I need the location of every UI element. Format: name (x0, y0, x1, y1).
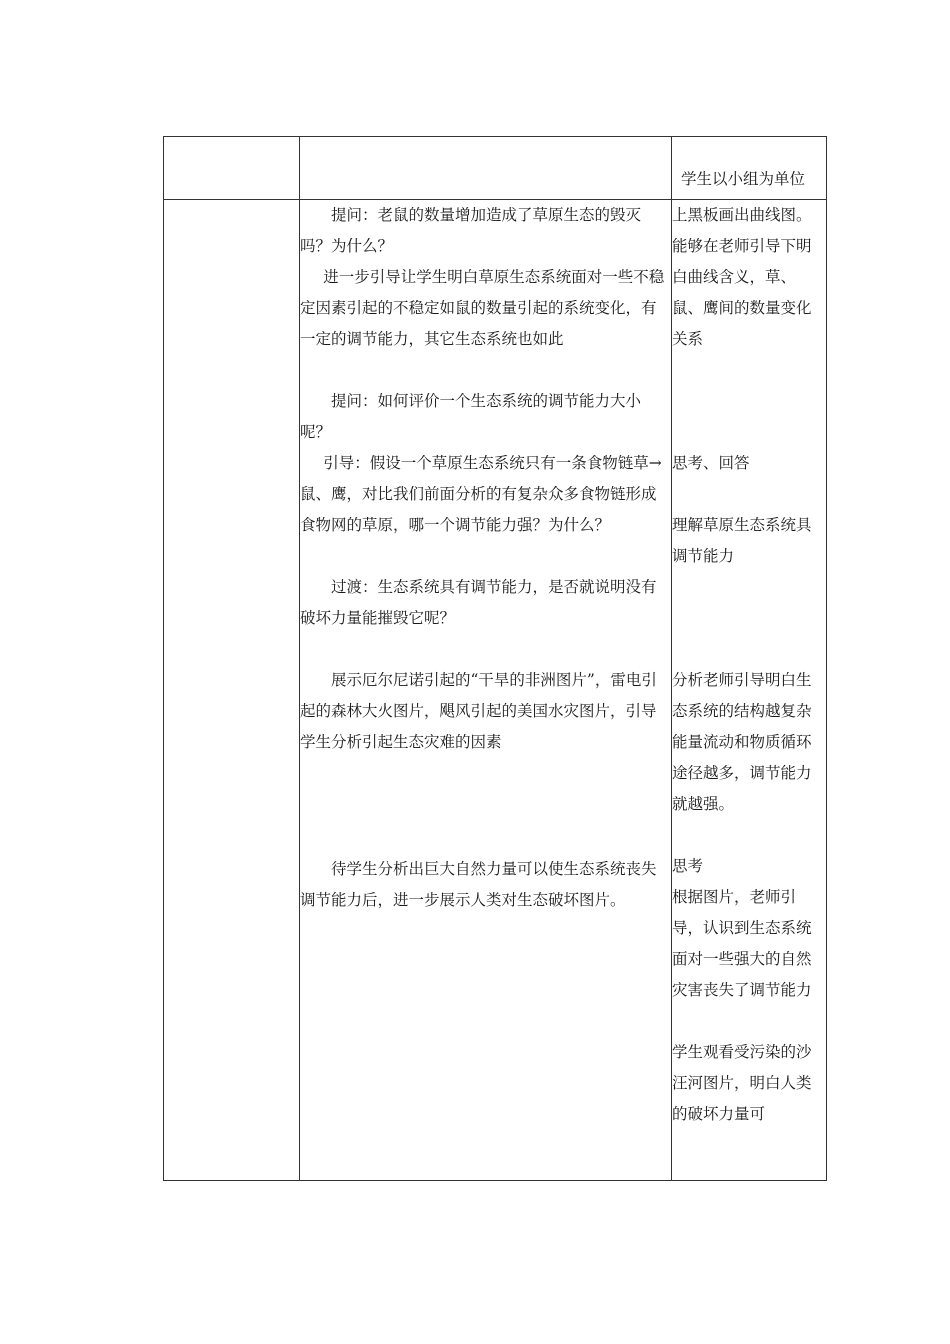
student-text-5: 分析老师引导明白生态系统的结构越复杂能量流动和物质循环途径越多，调节能力就越强。 (672, 671, 812, 813)
header-cell-right (672, 137, 827, 200)
question-2: 提问：如何评价一个生态系统的调节能力大小呢？ (300, 392, 642, 441)
header-cell-left (164, 137, 300, 200)
student-text-6: 思考 (672, 857, 704, 875)
student-text-1: 上黑板画出曲线图。 (672, 206, 812, 224)
student-text-4: 理解草原生态系统具调节能力 (672, 516, 812, 565)
paragraph-4: 展示厄尔尼诺引起的“干旱的非洲图片”，雷电引起的森林大火图片，飓风引起的美国水灾图片，引导学生分析引起生态灾难的因素 (300, 671, 657, 751)
table-row (164, 200, 827, 1181)
paragraph-5: 待学生分析出巨大自然力量可以使生态系统丧失调节能力后，进一步展示人类对生态破坏图片。 (300, 860, 657, 909)
question-1: 提问：老鼠的数量增加造成了草原生态的毁灭吗？为什么？ (300, 206, 642, 255)
lesson-table (163, 136, 827, 1181)
header-right-text: 学生以小组为单位 (681, 170, 806, 188)
student-activity-cell (672, 200, 827, 1181)
student-text-2: 能够在老师引导下明白曲线含义，草、鼠、鹰间的数量变化关系 (672, 237, 812, 348)
student-text-3: 思考、回答 (672, 454, 750, 472)
table-row (164, 137, 827, 200)
paragraph-2: 引导：假设一个草原生态系统只有一条食物链草→鼠、鹰，对比我们前面分析的有复杂众多食物链形成食物网的草原，哪一个调节能力强？为什么？ (300, 454, 662, 534)
teacher-activity-cell (300, 200, 672, 1181)
student-text-8: 学生观看受污染的沙汪河图片，明白人类的破坏力量可 (672, 1043, 812, 1123)
body-cell-left (164, 200, 300, 1181)
paragraph-1: 进一步引导让学生明白草原生态系统面对一些不稳定因素引起的不稳定如鼠的数量引起的系统变化，有一定的调节能力，其它生态系统也如此 (300, 268, 665, 348)
header-cell-middle (300, 137, 672, 200)
student-text-7: 根据图片，老师引导，认识到生态系统面对一些强大的自然灾害丧失了调节能力 (672, 888, 812, 999)
paragraph-3: 过渡：生态系统具有调节能力，是否就说明没有破坏力量能摧毁它呢？ (300, 578, 657, 627)
